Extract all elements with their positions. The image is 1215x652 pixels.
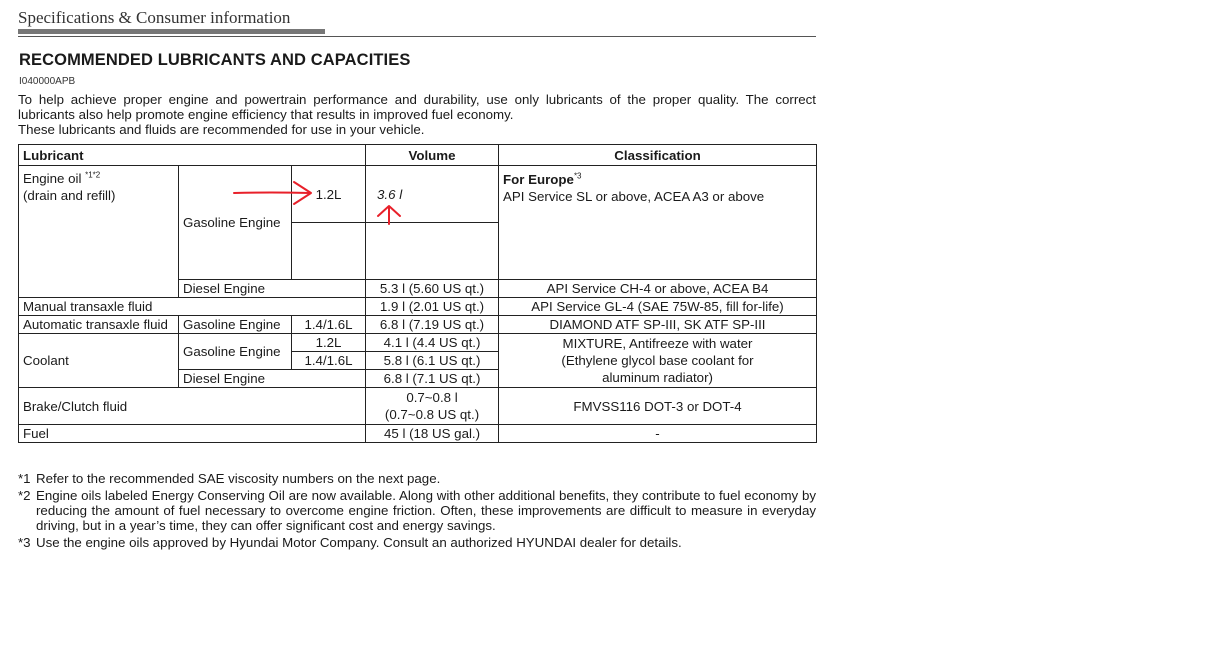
header-lubricant: Lubricant <box>19 145 366 166</box>
table-row <box>19 166 817 223</box>
engine-oil-cell <box>19 166 179 298</box>
intro-paragraph-1: To help achieve proper engine and powertrain performance and durability, use only lubricants of the proper quality. The correct lubricants also help promote engine efficiency that results in improved fuel economy. <box>18 92 816 122</box>
header-rule <box>18 36 816 37</box>
table-row <box>19 425 817 443</box>
automatic-size: 1.4/1.6L <box>292 316 366 334</box>
europe-classification: API Service SL or above, ACEA A3 or above <box>503 189 765 204</box>
fuel-volume: 45 l (18 US gal.) <box>366 425 499 443</box>
europe-footnote-ref: *3 <box>573 171 582 181</box>
brake-volume <box>366 388 499 425</box>
footnote-text: Engine oils labeled Energy Conserving Oil are now available. Along with other additional benefits, they contribute to fuel economy by reducing the amount of fuel necessary to overcome engine friction. Often, these improvements are difficult to measure in everyday driving, but in a year’s time, they can offer significant cost and energy savings. <box>36 488 816 533</box>
engine-oil-volume <box>366 166 499 223</box>
europe-label: For Europe <box>503 172 574 187</box>
coolant-label: Coolant <box>19 334 179 388</box>
engine-oil-diesel: Diesel Engine <box>179 280 366 298</box>
document-code: I040000APB <box>19 76 76 87</box>
brake-volume-line-1: 0.7~0.8 l <box>406 390 458 405</box>
engine-oil-classification <box>499 166 817 280</box>
footnote-text: Use the engine oils approved by Hyundai Motor Company. Consult an authorized HYUNDAI dealer for details. <box>36 535 682 550</box>
footnote-mark: *2 <box>18 488 31 503</box>
brake-classification: FMVSS116 DOT-3 or DOT-4 <box>499 388 817 425</box>
brake-label: Brake/Clutch fluid <box>19 388 366 425</box>
engine-oil-size <box>292 166 366 223</box>
table-row <box>19 388 817 425</box>
footnotes <box>18 471 816 552</box>
coolant-class-line-3: aluminum radiator) <box>602 370 713 385</box>
footnote-item <box>18 488 816 533</box>
coolant-classification <box>499 334 817 388</box>
engine-oil-diesel-classification: API Service CH-4 or above, ACEA B4 <box>499 280 817 298</box>
footnote-mark: *1 <box>18 471 31 486</box>
header-tab-bar <box>18 29 325 34</box>
intro-paragraph-2: These lubricants and fluids are recommended for use in your vehicle. <box>18 122 425 137</box>
coolant-gasoline: Gasoline Engine <box>179 334 292 370</box>
page-title: RECOMMENDED LUBRICANTS AND CAPACITIES <box>19 51 411 69</box>
coolant-class-line-2: (Ethylene glycol base coolant for <box>561 353 754 368</box>
engine-oil-label: Engine oil <box>23 171 82 186</box>
automatic-volume: 6.8 l (7.19 US qt.) <box>366 316 499 334</box>
manual-label: Manual transaxle fluid <box>19 298 366 316</box>
engine-oil-empty-volume <box>366 223 499 280</box>
footnote-item <box>18 535 816 550</box>
table-row <box>19 334 817 352</box>
coolant-volume-b: 5.8 l (6.1 US qt.) <box>366 352 499 370</box>
coolant-class-line-1: MIXTURE, Antifreeze with water <box>562 336 753 351</box>
engine-oil-gasoline: Gasoline Engine <box>179 166 292 280</box>
engine-oil-volume-text: 3.6 l <box>377 187 403 202</box>
footnote-item <box>18 471 816 486</box>
table-row <box>19 298 817 316</box>
engine-oil-size-text: 1.2L <box>315 187 342 202</box>
manual-classification: API Service GL-4 (SAE 75W-85, fill for-life) <box>499 298 817 316</box>
footnote-mark: *3 <box>18 535 31 550</box>
automatic-engine: Gasoline Engine <box>179 316 292 334</box>
engine-oil-diesel-volume: 5.3 l (5.60 US qt.) <box>366 280 499 298</box>
engine-oil-empty-size <box>292 223 366 280</box>
header-classification: Classification <box>499 145 817 166</box>
lubricants-table <box>18 144 817 443</box>
fuel-classification: - <box>499 425 817 443</box>
coolant-diesel-volume: 6.8 l (7.1 US qt.) <box>366 370 499 388</box>
coolant-volume-a: 4.1 l (4.4 US qt.) <box>366 334 499 352</box>
automatic-label: Automatic transaxle fluid <box>19 316 179 334</box>
coolant-size-b: 1.4/1.6L <box>292 352 366 370</box>
coolant-diesel: Diesel Engine <box>179 370 366 388</box>
table-row <box>19 316 817 334</box>
header-volume: Volume <box>366 145 499 166</box>
engine-oil-footnote-ref: *1*2 <box>85 170 101 180</box>
manual-volume: 1.9 l (2.01 US qt.) <box>366 298 499 316</box>
engine-oil-sub: (drain and refill) <box>23 188 116 203</box>
coolant-size-a: 1.2L <box>292 334 366 352</box>
automatic-classification: DIAMOND ATF SP-III, SK ATF SP-III <box>499 316 817 334</box>
header-section-tab: Specifications & Consumer information <box>18 8 291 27</box>
table-header-row <box>19 145 817 166</box>
intro-text <box>18 92 816 137</box>
brake-volume-line-2: (0.7~0.8 US qt.) <box>384 407 480 422</box>
footnote-text: Refer to the recommended SAE viscosity numbers on the next page. <box>36 471 441 486</box>
fuel-label: Fuel <box>19 425 366 443</box>
